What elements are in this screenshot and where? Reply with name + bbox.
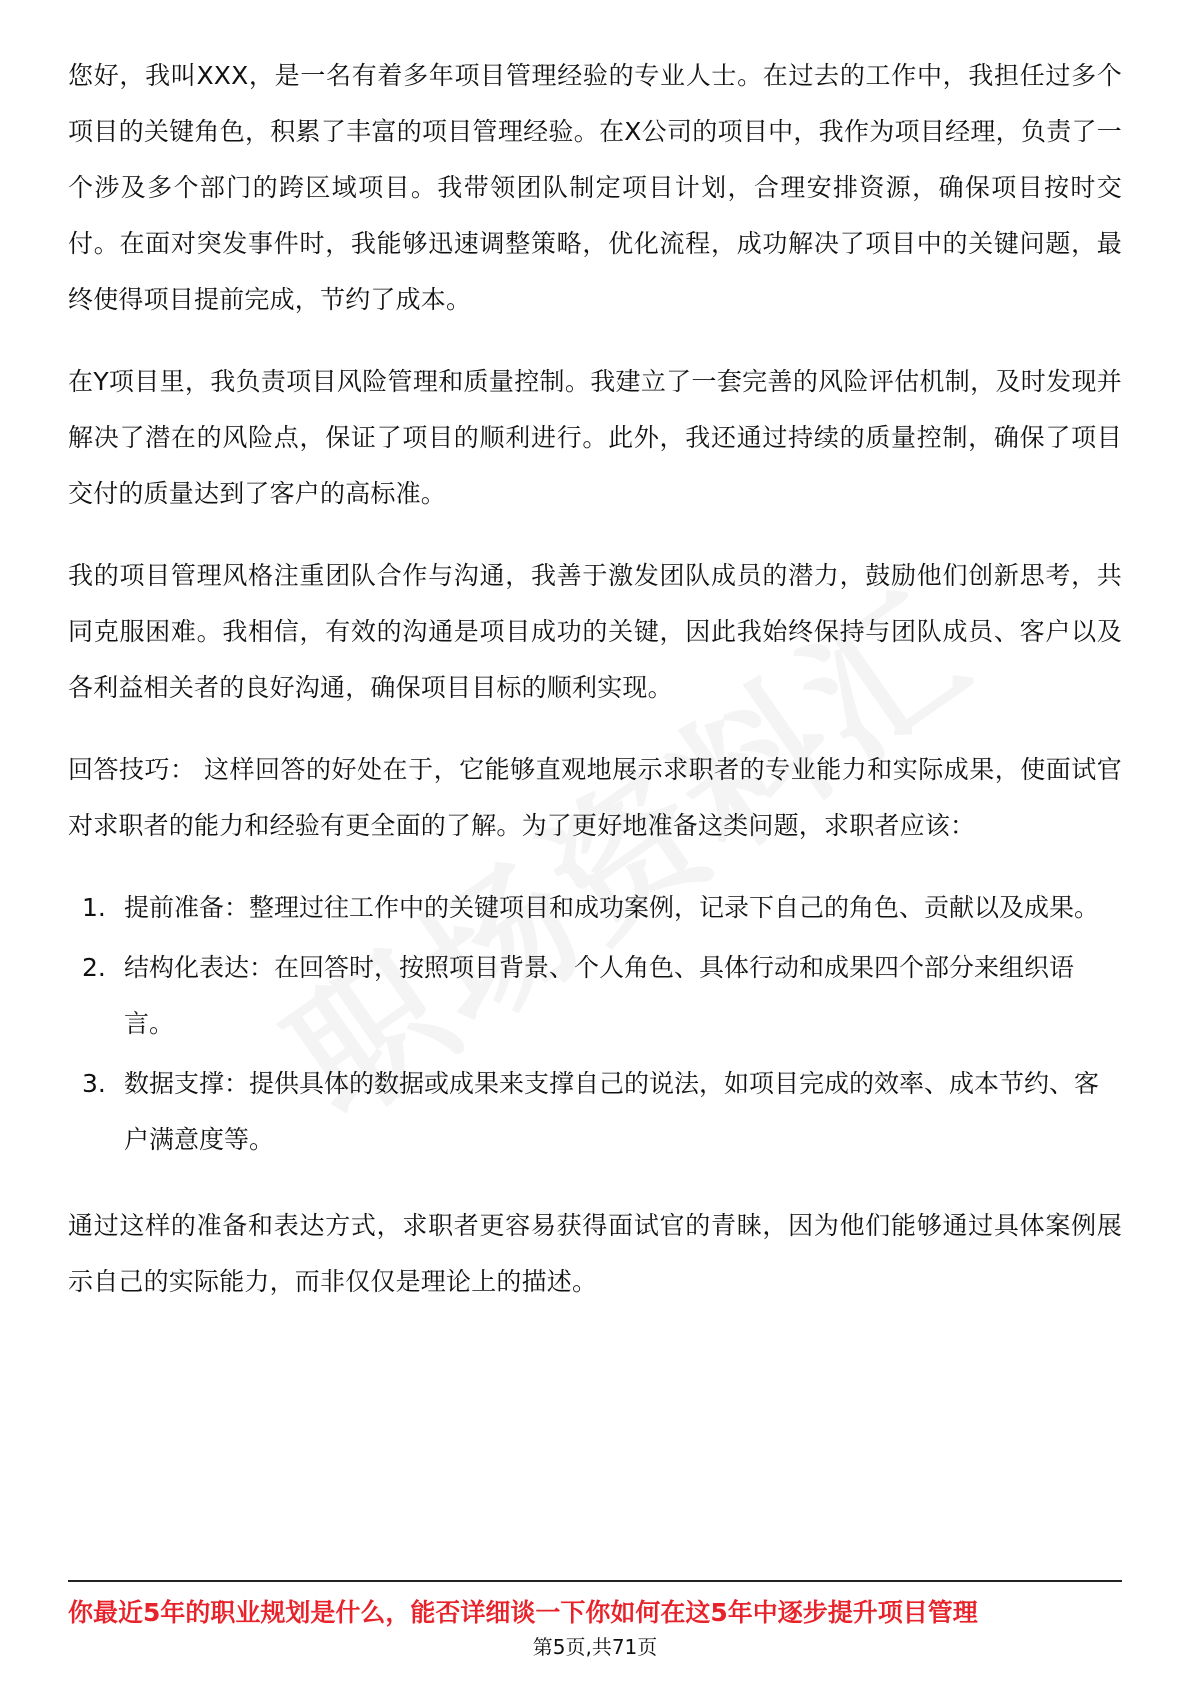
list-item	[68, 1056, 1122, 1168]
list-item-number: 2.	[82, 953, 106, 982]
tips-list	[68, 880, 1122, 1168]
list-item	[68, 880, 1122, 936]
answer-paragraph-2: 在Y项目里，我负责项目风险管理和质量控制。我建立了一套完善的风险评估机制，及时发现并解决了潜在的风险点，保证了项目的顺利进行。此外，我还通过持续的质量控制，确保了项目交付的质量达到了客户的高标准。	[68, 367, 1122, 508]
answer-tips-intro: 回答技巧： 这样回答的好处在于，它能够直观地展示求职者的专业能力和实际成果，使面试官对求职者的能力和经验有更全面的了解。为了更好地准备这类问题，求职者应该：	[68, 755, 1122, 840]
list-item-text: 提前准备：整理过往工作中的关键项目和成功案例，记录下自己的角色、贡献以及成果。	[124, 893, 1100, 922]
list-item-text: 数据支撑：提供具体的数据或成果来支撑自己的说法，如项目完成的效率、成本节约、客户满意度等。	[124, 1069, 1100, 1154]
list-item-text: 结构化表达：在回答时，按照项目背景、个人角色、具体行动和成果四个部分来组织语言。	[124, 953, 1075, 1038]
list-item-number: 3.	[82, 1069, 106, 1098]
answer-paragraph-3: 我的项目管理风格注重团队合作与沟通，我善于激发团队成员的潜力，鼓励他们创新思考，共同克服困难。我相信，有效的沟通是项目成功的关键，因此我始终保持与团队成员、客户以及各利益相关者的良好沟通，确保项目目标的顺利实现。	[68, 561, 1122, 702]
page-number: 第5页,共71页	[532, 1635, 658, 1659]
document-body	[68, 48, 1122, 1336]
answer-paragraph-1: 您好，我叫XXX，是一名有着多年项目管理经验的专业人士。在过去的工作中，我担任过多个项目的关键角色，积累了丰富的项目管理经验。在X公司的项目中，我作为项目经理，负责了一个涉及多个部门的跨区域项目。我带领团队制定项目计划，合理安排资源，确保项目按时交付。在面对突发事件时，我能够迅速调整策略，优化流程，成功解决了项目中的关键问题，最终使得项目提前完成，节约了成本。	[68, 61, 1122, 314]
list-item	[68, 940, 1122, 1052]
list-item-number: 1.	[82, 893, 106, 922]
next-question-heading: 你最近5年的职业规划是什么，能否详细谈一下你如何在这5年中逐步提升项目管理	[68, 1598, 978, 1627]
section-divider	[68, 1580, 1122, 1582]
conclusion-paragraph: 通过这样的准备和表达方式，求职者更容易获得面试官的青睐，因为他们能够通过具体案例展示自己的实际能力，而非仅仅是理论上的描述。	[68, 1211, 1122, 1296]
